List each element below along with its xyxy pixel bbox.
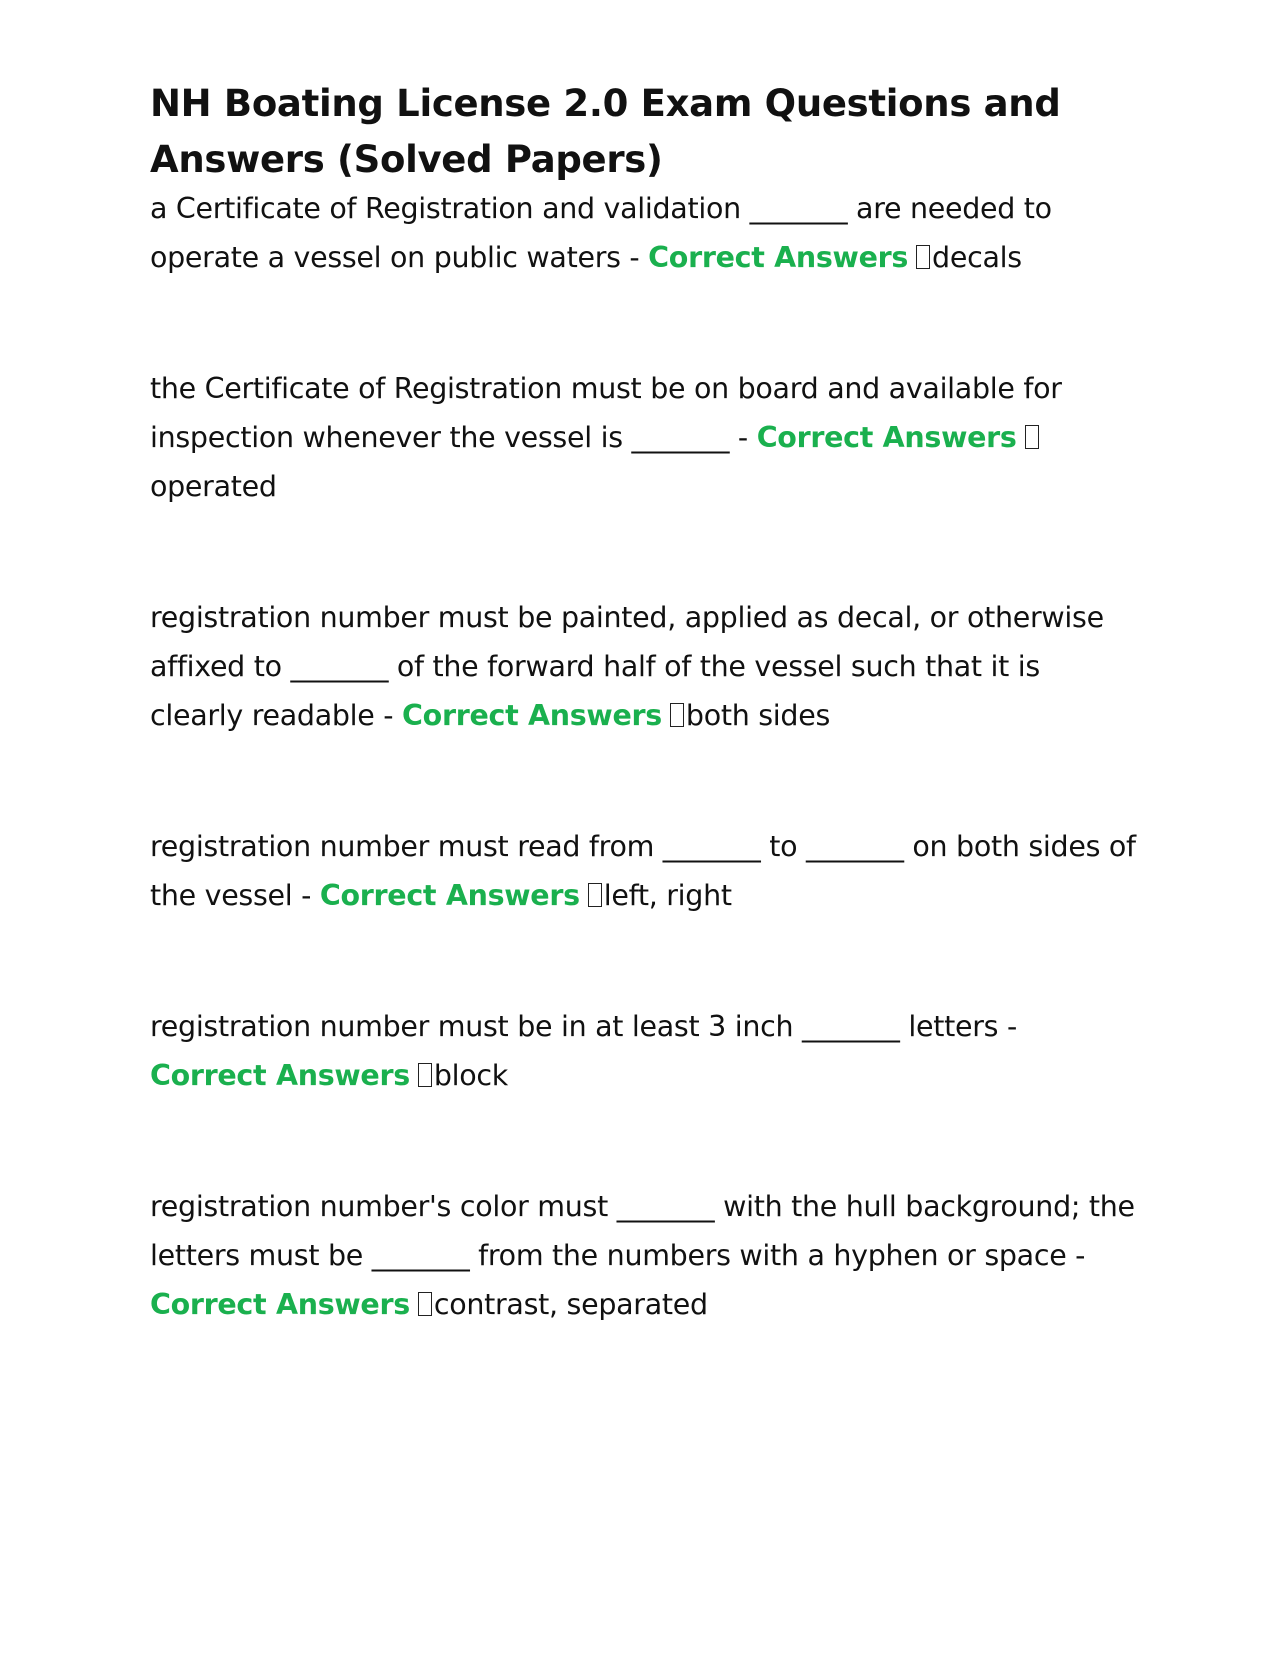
correct-answers-label: Correct Answers — [756, 421, 1017, 454]
qa-item — [150, 593, 1140, 740]
correct-answers-label: Correct Answers — [150, 1059, 410, 1092]
correct-answers-label: Correct Answers — [319, 879, 580, 912]
correct-answers-label: Correct Answers — [150, 1288, 410, 1321]
correct-answers-label: Correct Answers — [402, 699, 662, 732]
qa-list — [150, 184, 1140, 1329]
qa-item — [150, 1002, 1140, 1100]
answer-text: decals — [932, 241, 1022, 274]
answer-text: both sides — [685, 699, 830, 732]
question-text: registration number must be painted, applied as decal, or otherwise affixed to _______ of the forward half of the vessel such that it is clearly readable - — [150, 601, 1104, 732]
qa-item — [150, 1182, 1140, 1329]
answer-text: operated — [150, 470, 277, 503]
correct-answers-label: Correct Answers — [648, 241, 909, 274]
replacement-box-icon — [418, 1063, 432, 1087]
replacement-box-icon — [418, 1292, 432, 1316]
qa-item — [150, 364, 1140, 511]
replacement-box-icon — [1025, 425, 1039, 449]
document-title: NH Boating License 2.0 Exam Questions and Answers (Solved Papers) — [150, 82, 1061, 181]
answer-text: left, right — [603, 879, 732, 912]
question-text: a Certificate of Registration and validation _______ are needed to operate a vessel on public waters - — [150, 192, 1052, 274]
question-text: registration number must read from _______ to _______ on both sides of the vessel - — [150, 830, 1136, 912]
answer-text: block — [433, 1059, 508, 1092]
replacement-box-icon — [588, 883, 602, 907]
document-page — [150, 76, 1140, 1411]
answer-text: contrast, separated — [433, 1288, 708, 1321]
qa-item — [150, 184, 1140, 282]
question-text: registration number's color must _______ with the hull background; the letters must be _______ from the numbers with a hyphen or space - — [150, 1190, 1135, 1272]
question-text: registration number must be in at least 3 inch _______ letters - — [150, 1010, 1017, 1043]
replacement-box-icon — [916, 245, 930, 269]
replacement-box-icon — [670, 703, 684, 727]
qa-item — [150, 822, 1140, 920]
question-text: the Certificate of Registration must be on board and available for inspection whenever the vessel is _______ - — [150, 372, 1062, 454]
